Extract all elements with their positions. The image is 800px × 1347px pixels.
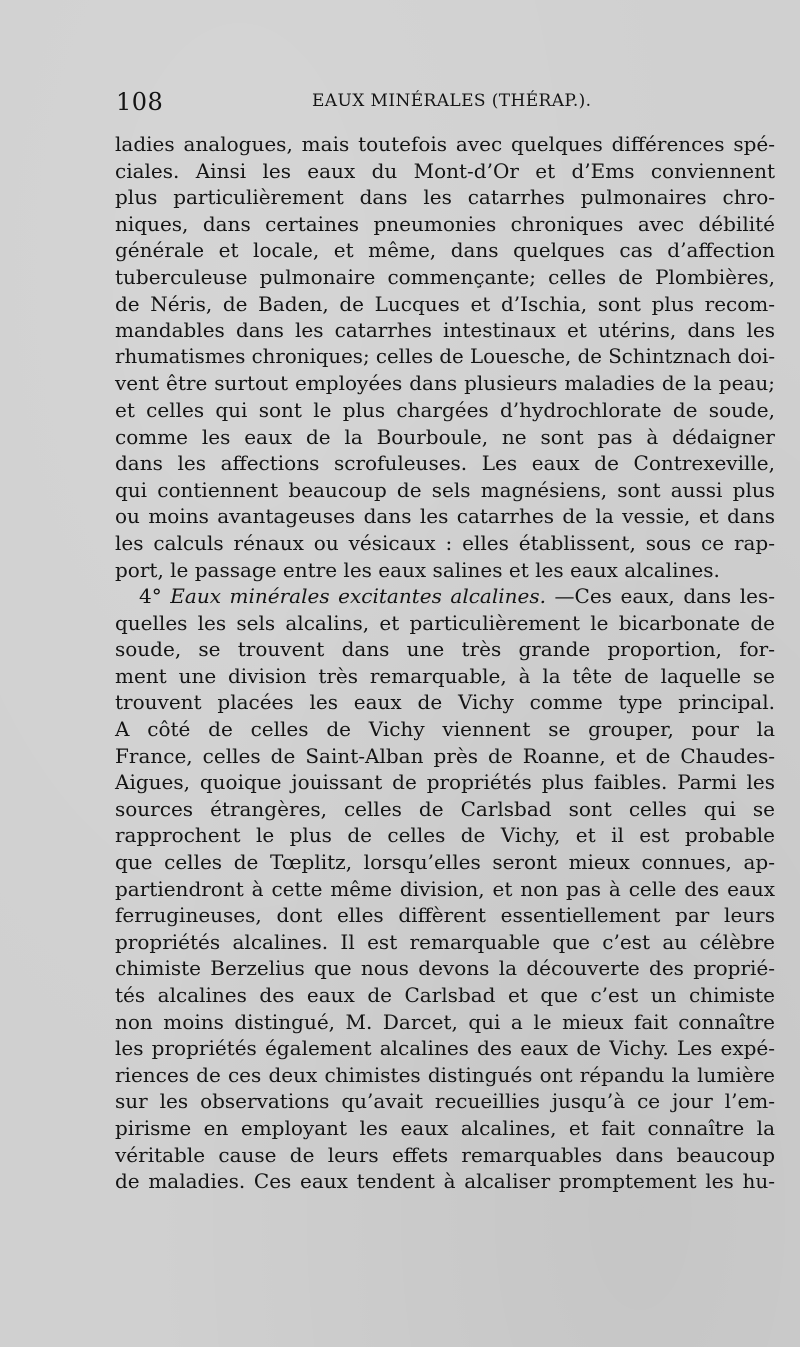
text-line: partiendront à cette même division, et non pas à celle des eaux [115,876,775,901]
text-line: ciales. Ainsi les eaux du Mont-d’Or et d’Ems conviennent [115,158,775,183]
text-line: ladies analogues, mais toutefois avec quelques différences spé- [115,132,775,156]
text-line: pirisme en employant les eaux alcalines, et fait connaître la [115,1115,775,1140]
text-line: Aigues, quoique jouissant de propriétés plus faibles. Parmi les [115,770,775,795]
text-line: trouvent placées les eaux de Vichy comme type principal. [115,690,775,715]
page-header [116,88,776,124]
text-line: non moins distingué, M. Darcet, qui a le mieux fait connaître [115,1009,775,1034]
body-text [115,131,775,1195]
text-line: soude, se trouvent dans une très grande proportion, for- [115,637,775,662]
text-line: de Néris, de Baden, de Lucques et d’Ischia, sont plus recom- [115,291,775,316]
text-line: France, celles de Saint-Alban près de Roanne, et de Chaudes- [115,743,775,768]
text-line: mandables dans les catarrhes intestinaux et utérins, dans les [115,318,775,343]
section-number: 4° [139,584,162,609]
text-line: ferrugineuses, dont elles diffèrent essentiellement par leurs [115,903,775,928]
text-line: comme les eaux de la Bourboule, ne sont pas à dédaigner [115,424,775,449]
text-line: tuberculeuse pulmonaire commençante; celles de Plombières, [115,264,775,289]
text-line: propriétés alcalines. Il est remarquable que c’est au célèbre [115,929,775,954]
text-line: A côté de celles de Vichy viennent se grouper, pour la [115,717,775,742]
text-line: de maladies. Ces eaux tendent à alcaliser promptement les hu- [115,1169,775,1194]
text-line: vent être surtout employées dans plusieurs maladies de la peau; [115,371,775,396]
page-number: 108 [116,88,164,116]
text-line: qui contiennent beaucoup de sels magnésiens, sont aussi plus [115,477,775,502]
text-line: quelles les sels alcalins, et particulièrement le bicarbonate de [115,610,775,635]
text-line: les calculs rénaux ou vésicaux : elles établissent, sous ce rap- [115,530,775,555]
text-line: véritable cause de leurs effets remarquables dans beaucoup [115,1142,775,1167]
section-heading-line [115,583,775,610]
text-line: et celles qui sont le plus chargées d’hydrochlorate de soude, [115,397,775,422]
text-line: tés alcalines des eaux de Carlsbad et que c’est un chimiste [115,983,775,1007]
text-line: sur les observations qu’avait recueillies jusqu’à ce jour l’em- [115,1089,775,1114]
text-line: riences de ces deux chimistes distingués ont répandu la lumière [115,1062,775,1087]
text-line: dans les affections scrofuleuses. Les eaux de Contrexeville, [115,451,775,476]
text-line: sources étrangères, celles de Carlsbad sont celles qui se [115,796,775,821]
running-head: EAUX MINÉRALES (THÉRAP.). [312,91,592,111]
text-line: chimiste Berzelius que nous devons la découverte des proprié- [115,956,775,981]
text-line: rapprochent le plus de celles de Vichy, et il est probable [115,823,775,848]
section-first-line-rest: —Ces eaux, dans les- [554,584,775,609]
section-title: Eaux minérales excitantes alcalines. [170,584,546,609]
text-line: rhumatismes chroniques; celles de Louesche, de Schintznach doi- [115,344,775,368]
text-line: ou moins avantageuses dans les catarrhes de la vessie, et dans [115,504,775,529]
paragraph-end-line: port, le passage entre les eaux salines et les eaux alcalines. [115,557,720,582]
text-line: niques, dans certaines pneumonies chroniques avec débilité [115,211,775,236]
text-line: plus particulièrement dans les catarrhes pulmonaires chro- [115,185,775,210]
text-line: générale et locale, et même, dans quelques cas d’affection [115,238,775,263]
text-line: les propriétés également alcalines des eaux de Vichy. Les expé- [115,1036,775,1061]
text-line: que celles de Tœplitz, lorsqu’elles seront mieux connues, ap- [115,850,775,875]
text-line: ment une division très remarquable, à la tête de laquelle se [115,663,775,688]
